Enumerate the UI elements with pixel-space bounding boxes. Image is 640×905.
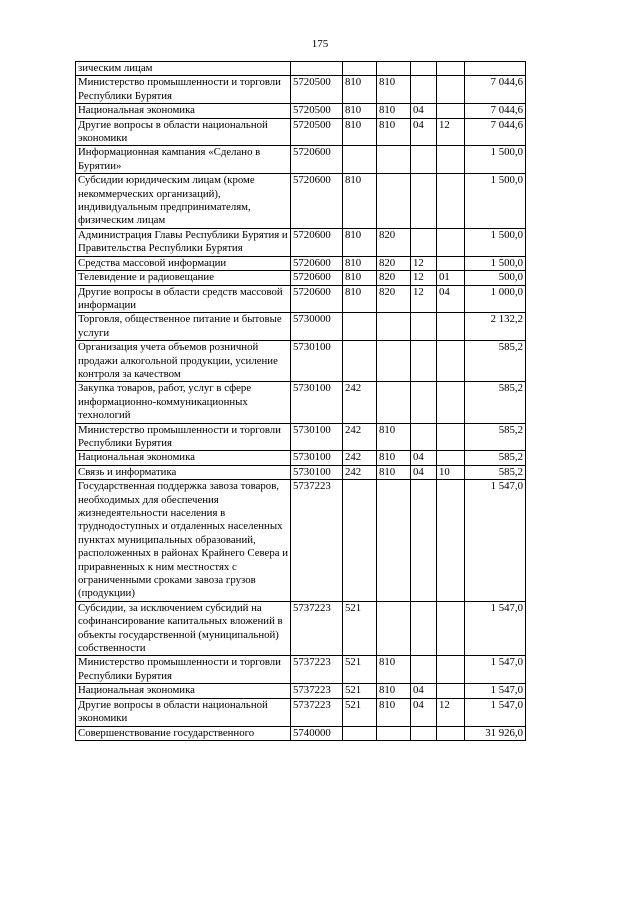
row-name: Государственная поддержка завоза товаров, необходимых для обеспечения жизнедеятельности населения в труднодоступных и отдаленных населенных пунктах муниципальных образований, расположенных в районах Крайнего Севера и приравненных к ним местностях с ограниченными сроками завоза грузов (продукции) [76, 480, 291, 602]
row-name: Связь и информатика [76, 465, 291, 479]
subsection-code [437, 313, 465, 341]
row-name: Торговля, общественное питание и бытовые услуги [76, 313, 291, 341]
amount: 1 000,0 [465, 285, 526, 313]
amount: 7 044,6 [465, 76, 526, 104]
table-row [76, 382, 526, 423]
amount: 1 500,0 [465, 228, 526, 256]
subsection-code: 12 [437, 698, 465, 726]
row-name: Национальная экономика [76, 684, 291, 698]
amount: 1 500,0 [465, 174, 526, 229]
section-code [411, 601, 437, 656]
expense-type-code: 521 [343, 656, 377, 684]
section-code: 04 [411, 698, 437, 726]
table-row [76, 480, 526, 602]
subsection-code [437, 256, 465, 270]
target-code: 5730100 [291, 465, 343, 479]
expense-type-code: 521 [343, 684, 377, 698]
amount: 585,2 [465, 341, 526, 382]
table-row [76, 256, 526, 270]
table-row [76, 684, 526, 698]
subsection-code: 12 [437, 118, 465, 146]
administrator-code [377, 726, 411, 740]
row-name: Национальная экономика [76, 451, 291, 465]
amount [465, 62, 526, 76]
expense-type-code: 810 [343, 256, 377, 270]
row-name: зическим лицам [76, 62, 291, 76]
administrator-code: 810 [377, 423, 411, 451]
subsection-code [437, 228, 465, 256]
subsection-code: 10 [437, 465, 465, 479]
administrator-code: 810 [377, 656, 411, 684]
target-code: 5720500 [291, 104, 343, 118]
amount: 31 926,0 [465, 726, 526, 740]
administrator-code: 820 [377, 228, 411, 256]
target-code: 5720600 [291, 285, 343, 313]
administrator-code: 810 [377, 465, 411, 479]
amount: 1 547,0 [465, 656, 526, 684]
subsection-code [437, 656, 465, 684]
expense-type-code [343, 62, 377, 76]
row-name: Телевидение и радиовещание [76, 271, 291, 285]
subsection-code [437, 451, 465, 465]
expense-type-code: 810 [343, 174, 377, 229]
table-row [76, 656, 526, 684]
administrator-code: 810 [377, 698, 411, 726]
table-row [76, 118, 526, 146]
section-code: 04 [411, 104, 437, 118]
table-row [76, 285, 526, 313]
table-row [76, 423, 526, 451]
section-code: 04 [411, 118, 437, 146]
administrator-code: 820 [377, 256, 411, 270]
section-code [411, 480, 437, 602]
expense-type-code [343, 726, 377, 740]
subsection-code [437, 423, 465, 451]
section-code: 12 [411, 271, 437, 285]
row-name: Средства массовой информации [76, 256, 291, 270]
row-name: Организация учета объемов розничной продажи алкогольной продукции, усиление контроля за качеством [76, 341, 291, 382]
section-code: 04 [411, 465, 437, 479]
subsection-code [437, 146, 465, 174]
table-row [76, 174, 526, 229]
amount: 1 547,0 [465, 684, 526, 698]
amount: 1 547,0 [465, 480, 526, 602]
section-code [411, 313, 437, 341]
row-name: Министерство промышленности и торговли Республики Бурятия [76, 423, 291, 451]
row-name: Субсидии, за исключением субсидий на софинансирование капитальных вложений в объекты государственной (муниципальной) собственности [76, 601, 291, 656]
expense-type-code [343, 341, 377, 382]
section-code [411, 726, 437, 740]
target-code: 5737223 [291, 698, 343, 726]
table-row [76, 451, 526, 465]
expense-type-code: 242 [343, 465, 377, 479]
target-code: 5730000 [291, 313, 343, 341]
target-code: 5730100 [291, 451, 343, 465]
section-code [411, 76, 437, 104]
target-code: 5720600 [291, 228, 343, 256]
administrator-code: 810 [377, 118, 411, 146]
amount: 7 044,6 [465, 104, 526, 118]
target-code: 5737223 [291, 684, 343, 698]
target-code: 5730100 [291, 423, 343, 451]
administrator-code: 810 [377, 684, 411, 698]
table-row [76, 465, 526, 479]
administrator-code [377, 601, 411, 656]
subsection-code [437, 104, 465, 118]
row-name: Министерство промышленности и торговли Республики Бурятия [76, 76, 291, 104]
expense-type-code: 521 [343, 601, 377, 656]
target-code: 5730100 [291, 341, 343, 382]
section-code [411, 656, 437, 684]
table-row [76, 601, 526, 656]
amount: 1 500,0 [465, 146, 526, 174]
row-name: Другие вопросы в области национальной экономики [76, 118, 291, 146]
expense-type-code: 810 [343, 76, 377, 104]
administrator-code: 820 [377, 271, 411, 285]
row-name: Субсидии юридическим лицам (кроме некоммерческих организаций), индивидуальным предпринимателям, физическим лицам [76, 174, 291, 229]
amount: 1 500,0 [465, 256, 526, 270]
administrator-code [377, 146, 411, 174]
expense-type-code: 242 [343, 451, 377, 465]
table-row [76, 62, 526, 76]
administrator-code: 820 [377, 285, 411, 313]
table-row [76, 146, 526, 174]
table-row [76, 271, 526, 285]
expense-type-code [343, 480, 377, 602]
table-row [76, 228, 526, 256]
subsection-code [437, 684, 465, 698]
target-code: 5720600 [291, 174, 343, 229]
page-number: 175 [311, 38, 329, 50]
table-row [76, 313, 526, 341]
expense-type-code: 810 [343, 104, 377, 118]
section-code: 12 [411, 285, 437, 313]
target-code: 5720600 [291, 271, 343, 285]
administrator-code [377, 341, 411, 382]
row-name: Совершенствование государственного [76, 726, 291, 740]
expense-type-code: 810 [343, 271, 377, 285]
section-code [411, 174, 437, 229]
subsection-code: 01 [437, 271, 465, 285]
subsection-code: 04 [437, 285, 465, 313]
target-code: 5737223 [291, 656, 343, 684]
table-row [76, 698, 526, 726]
section-code [411, 228, 437, 256]
section-code [411, 62, 437, 76]
target-code: 5720600 [291, 146, 343, 174]
administrator-code [377, 313, 411, 341]
table-row [76, 726, 526, 740]
amount: 1 547,0 [465, 698, 526, 726]
amount: 500,0 [465, 271, 526, 285]
administrator-code [377, 62, 411, 76]
section-code [411, 423, 437, 451]
table-row [76, 76, 526, 104]
expense-type-code: 810 [343, 285, 377, 313]
subsection-code [437, 76, 465, 104]
row-name: Администрация Главы Республики Бурятия и Правительства Республики Бурятия [76, 228, 291, 256]
table-row [76, 104, 526, 118]
amount: 585,2 [465, 465, 526, 479]
section-code [411, 382, 437, 423]
target-code: 5740000 [291, 726, 343, 740]
row-name: Министерство промышленности и торговли Республики Бурятия [76, 656, 291, 684]
expense-type-code: 242 [343, 382, 377, 423]
expense-type-code: 242 [343, 423, 377, 451]
target-code: 5720600 [291, 256, 343, 270]
section-code: 12 [411, 256, 437, 270]
table-row [76, 341, 526, 382]
administrator-code: 810 [377, 451, 411, 465]
budget-table [75, 61, 526, 741]
subsection-code [437, 601, 465, 656]
amount: 585,2 [465, 423, 526, 451]
amount: 585,2 [465, 451, 526, 465]
administrator-code [377, 174, 411, 229]
subsection-code [437, 341, 465, 382]
target-code: 5737223 [291, 601, 343, 656]
section-code [411, 146, 437, 174]
target-code: 5720500 [291, 76, 343, 104]
row-name: Закупка товаров, работ, услуг в сфере информационно-коммуникационных технологий [76, 382, 291, 423]
subsection-code [437, 726, 465, 740]
administrator-code: 810 [377, 104, 411, 118]
row-name: Информационная кампания «Сделано в Бурятии» [76, 146, 291, 174]
row-name: Другие вопросы в области национальной экономики [76, 698, 291, 726]
subsection-code [437, 62, 465, 76]
row-name: Национальная экономика [76, 104, 291, 118]
administrator-code [377, 382, 411, 423]
expense-type-code: 810 [343, 118, 377, 146]
subsection-code [437, 480, 465, 602]
row-name: Другие вопросы в области средств массовой информации [76, 285, 291, 313]
amount: 1 547,0 [465, 601, 526, 656]
target-code: 5720500 [291, 118, 343, 146]
administrator-code [377, 480, 411, 602]
expense-type-code: 810 [343, 228, 377, 256]
target-code: 5737223 [291, 480, 343, 602]
expense-type-code [343, 313, 377, 341]
amount: 7 044,6 [465, 118, 526, 146]
subsection-code [437, 174, 465, 229]
subsection-code [437, 382, 465, 423]
target-code [291, 62, 343, 76]
section-code: 04 [411, 451, 437, 465]
target-code: 5730100 [291, 382, 343, 423]
expense-type-code [343, 146, 377, 174]
section-code: 04 [411, 684, 437, 698]
amount: 2 132,2 [465, 313, 526, 341]
expense-type-code: 521 [343, 698, 377, 726]
amount: 585,2 [465, 382, 526, 423]
section-code [411, 341, 437, 382]
administrator-code: 810 [377, 76, 411, 104]
